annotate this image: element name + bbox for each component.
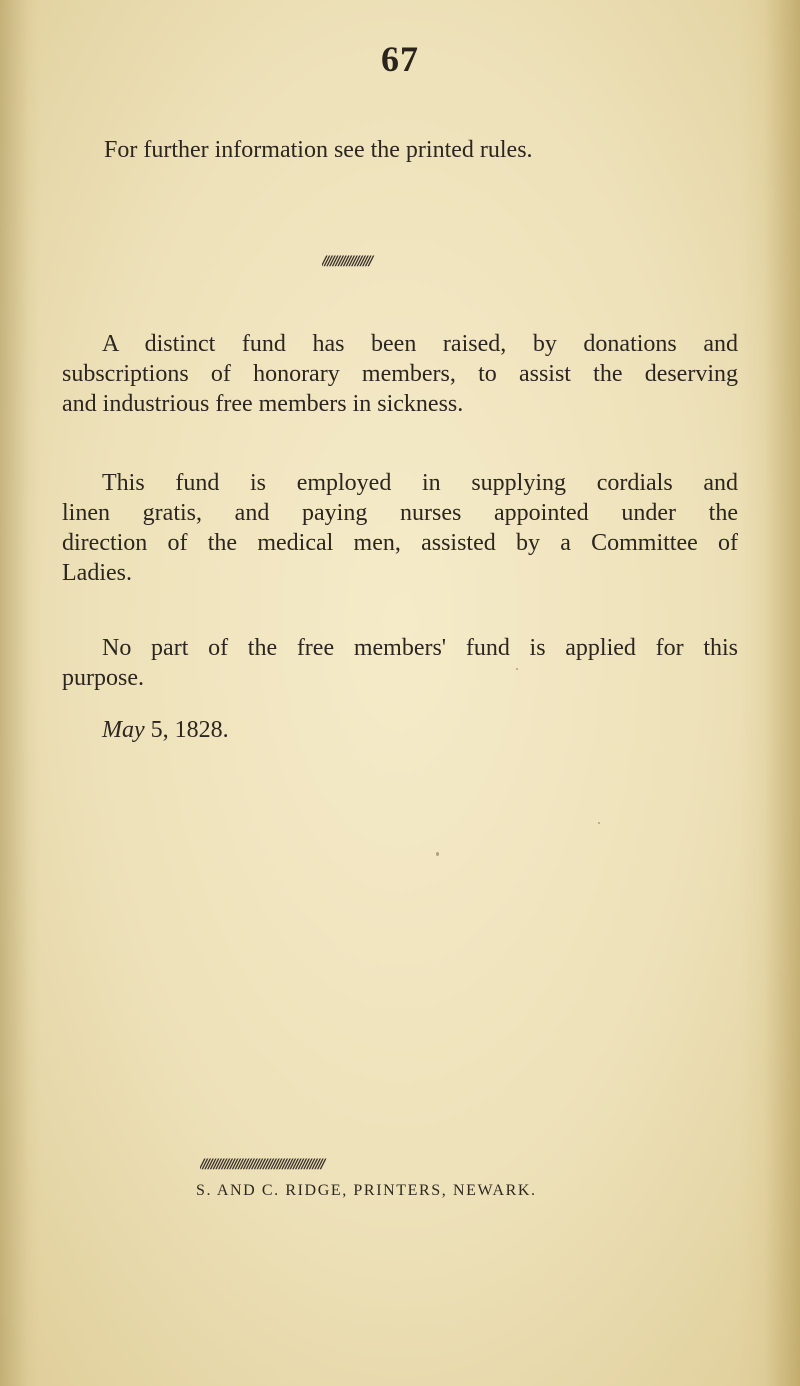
paragraph-line: direction of the medical men, assisted by a Committee of bbox=[62, 530, 738, 556]
paragraph-distinct-fund bbox=[62, 329, 738, 419]
paragraph-free-members-fund bbox=[62, 633, 738, 693]
paragraph-line: purpose. bbox=[62, 665, 144, 691]
paper-edge-left bbox=[0, 0, 40, 1386]
paper-edge-right bbox=[740, 0, 800, 1386]
paper-speck bbox=[436, 852, 439, 856]
ornamental-rule-bottom: ∕∕∕∕∕∕∕∕∕∕∕∕∕∕∕∕∕∕∕∕∕∕∕∕∕∕∕∕∕∕∕∕∕∕∕∕∕∕∕∕∕∕∕∕∕ bbox=[200, 1157, 324, 1172]
paragraph-line: Ladies. bbox=[62, 560, 132, 586]
ornamental-rule-top: ∕∕∕∕∕∕∕∕∕∕∕∕∕∕∕∕∕∕ bbox=[322, 254, 372, 269]
document-date bbox=[102, 715, 229, 745]
paragraph-fund-usage bbox=[62, 468, 738, 588]
paragraph-line: subscriptions of honorary members, to assist the deserving bbox=[62, 361, 738, 387]
date-month: May bbox=[102, 717, 145, 743]
printer-imprint: S. AND C. RIDGE, PRINTERS, NEWARK. bbox=[196, 1182, 537, 1199]
paragraph-line: and industrious free members in sickness. bbox=[62, 391, 464, 417]
paper-speck bbox=[598, 822, 600, 824]
paragraph-line: linen gratis, and paying nurses appointed under the bbox=[62, 500, 738, 526]
paragraph-line: A distinct fund has been raised, by donations and bbox=[102, 331, 738, 357]
further-information-line: For further information see the printed rules. bbox=[104, 137, 533, 163]
paragraph-line: This fund is employed in supplying cordials and bbox=[102, 470, 738, 496]
paragraph-line: No part of the free members' fund is applied for this bbox=[102, 635, 738, 661]
page-number: 67 bbox=[381, 39, 419, 79]
date-day-year: 5, 1828. bbox=[144, 717, 229, 743]
